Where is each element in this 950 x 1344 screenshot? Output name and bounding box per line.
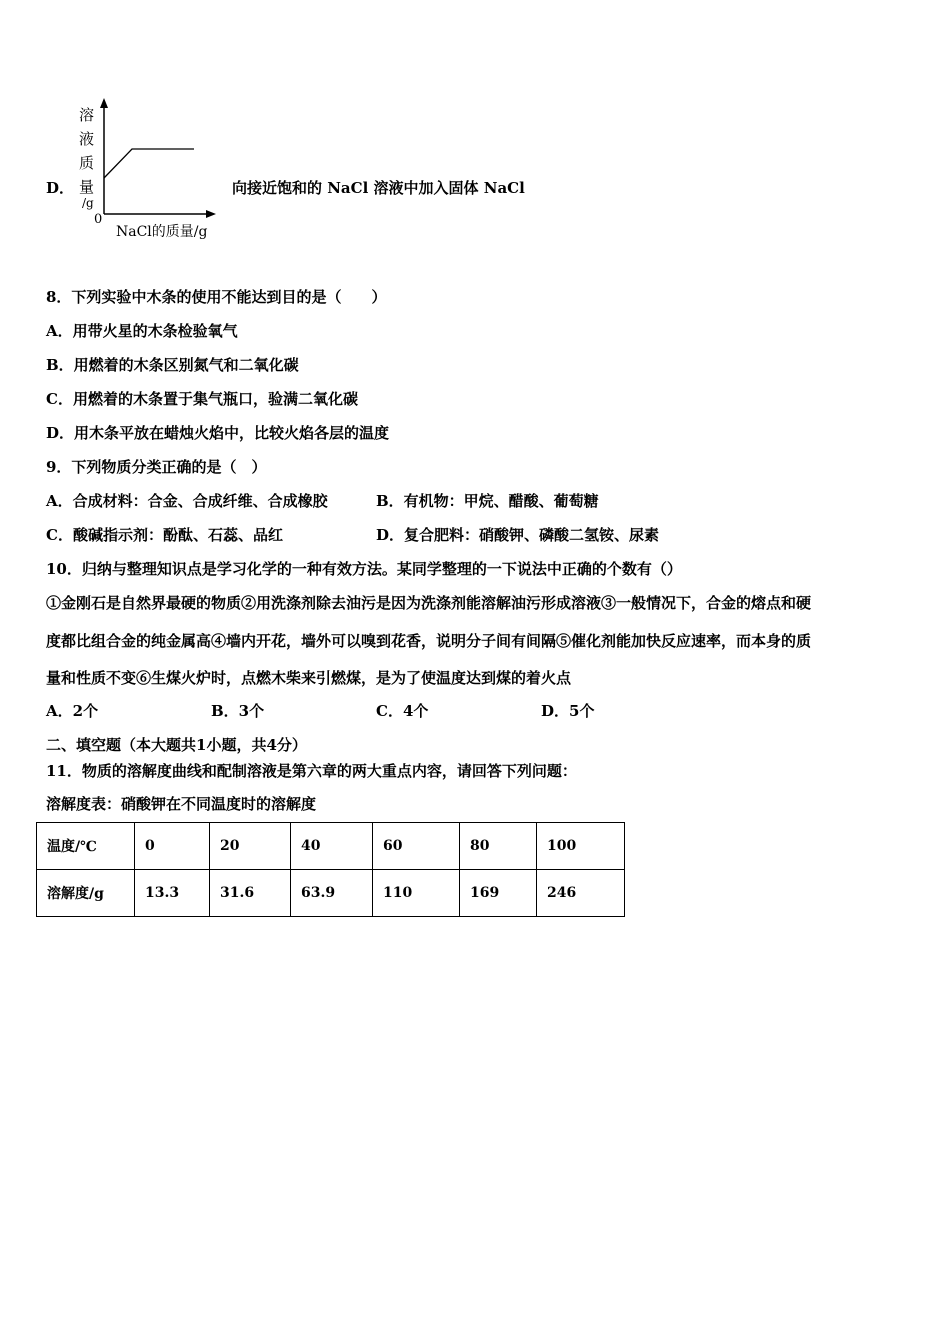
solubility-cell: 63.9	[291, 870, 373, 917]
x-axis-arrow	[206, 210, 216, 218]
q9-stem: 9．下列物质分类正确的是（ ）	[46, 458, 267, 476]
temperature-row	[37, 823, 625, 870]
temperature-cell: 60	[373, 823, 460, 870]
x-axis-label: NaCl的质量/g	[116, 224, 208, 240]
q8-option-c: C．用燃着的木条置于集气瓶口，验满二氧化碳	[46, 390, 358, 408]
q8-option-a: A．用带火星的木条检验氧气	[46, 322, 238, 340]
q10-line-1: ①金刚石是自然界最硬的物质②用洗涤剂除去油污是因为洗涤剂能溶解油污形成溶液③一般情况下，合金的熔点和硬	[46, 594, 812, 612]
q9-option-d: D．复合肥料：硝酸钾、磷酸二氢铵、尿素	[376, 526, 660, 544]
solubility-cell: 31.6	[210, 870, 291, 917]
temperature-cell: 40	[291, 823, 373, 870]
q11-stem: 11．物质的溶解度曲线和配制溶液是第六章的两大重点内容，请回答下列问题：	[46, 762, 577, 780]
temperature-cell: 0	[135, 823, 210, 870]
option-d-text: 向接近饱和的 NaCl 溶液中加入固体 NaCl	[232, 179, 525, 197]
q10-option-c: C．4个	[376, 702, 429, 720]
solubility-cell: 13.3	[135, 870, 210, 917]
q10-option-d: D．5个	[541, 702, 595, 720]
solubility-cell: 246	[537, 870, 625, 917]
temperature-cell: 20	[210, 823, 291, 870]
y-axis-char-2: 液	[79, 130, 95, 148]
q10-line-2: 度都比组合金的纯金属高④墙内开花，墙外可以嗅到花香，说明分子间有间隔⑤催化剂能加快反应速率，而本身的质	[46, 632, 812, 650]
temperature-header: 温度/℃	[37, 823, 135, 870]
q8-option-b: B．用燃着的木条区别氮气和二氧化碳	[46, 356, 299, 374]
solubility-table	[36, 822, 625, 917]
q10-line-3: 量和性质不变⑥生煤火炉时，点燃木柴来引燃煤，是为了使温度达到煤的着火点	[46, 669, 572, 687]
q10-stem: 10．归纳与整理知识点是学习化学的一种有效方法。某同学整理的一下说法中正确的个数有（）	[46, 560, 682, 578]
y-axis-arrow	[100, 98, 108, 108]
graph-origin: 0	[94, 212, 103, 227]
q9-option-b: B．有机物：甲烷、醋酸、葡萄糖	[376, 492, 599, 510]
solubility-table-caption: 溶解度表：硝酸钾在不同温度时的溶解度	[46, 795, 317, 813]
y-axis-char-3: 质	[79, 154, 95, 172]
y-axis-unit: /g	[82, 196, 94, 210]
q8-option-d: D．用木条平放在蜡烛火焰中，比较火焰各层的温度	[46, 424, 390, 442]
y-axis-char-4: 量	[79, 178, 95, 196]
solubility-cell: 110	[373, 870, 460, 917]
y-axis-char-1: 溶	[79, 106, 95, 124]
q9-option-a: A．合成材料：合金、合成纤维、合成橡胶	[46, 492, 328, 510]
q10-option-a: A．2个	[46, 702, 99, 720]
solubility-cell: 169	[460, 870, 537, 917]
q8-stem: 8．下列实验中木条的使用不能达到目的是（ ）	[46, 288, 387, 306]
solubility-row	[37, 870, 625, 917]
q10-option-b: B．3个	[211, 702, 265, 720]
q9-option-c: C．酸碱指示剂：酚酞、石蕊、品红	[46, 526, 283, 544]
curve-line	[104, 149, 194, 178]
option-d-label: D．	[46, 179, 75, 197]
solubility-header: 溶解度/g	[37, 870, 135, 917]
section-2-title: 二、填空题（本大题共1小题，共4分）	[46, 736, 307, 754]
temperature-cell: 100	[537, 823, 625, 870]
temperature-cell: 80	[460, 823, 537, 870]
